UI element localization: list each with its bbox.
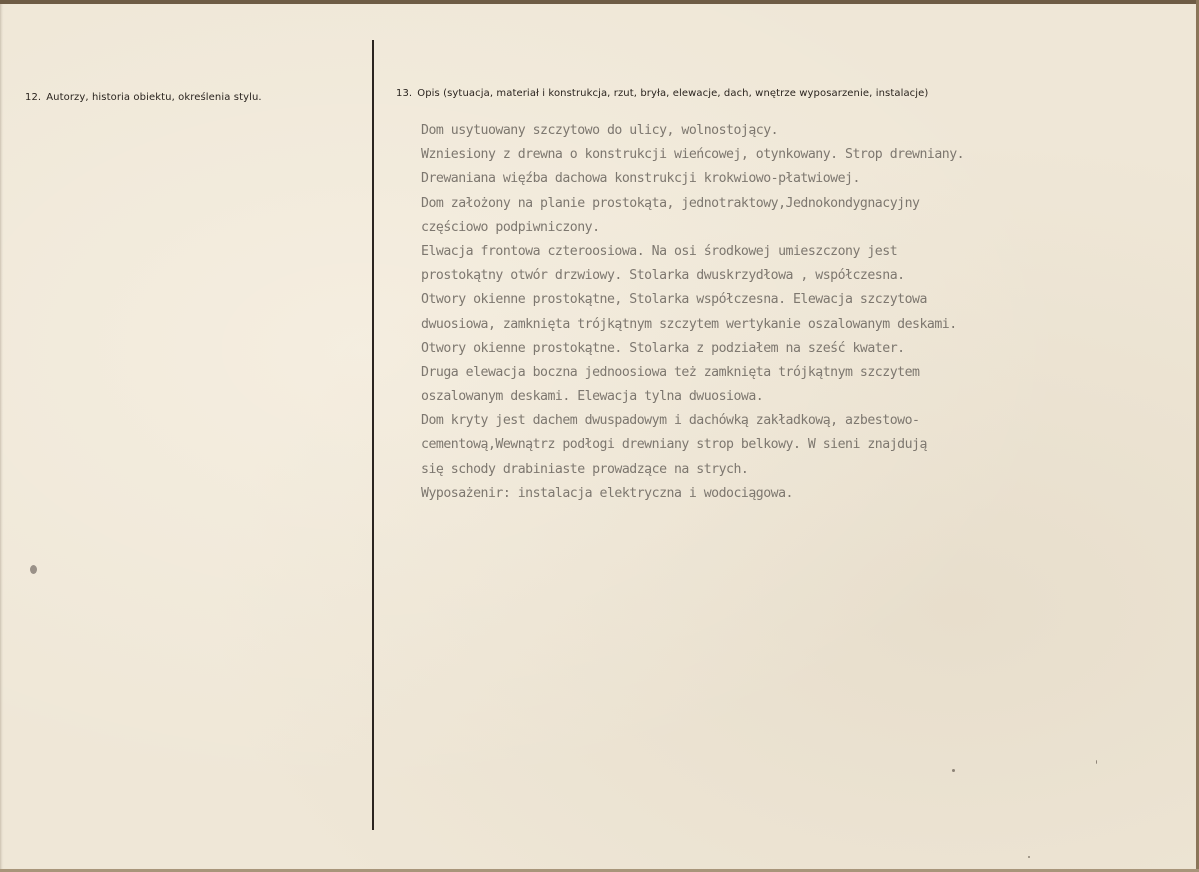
typed-line: Elwacja frontowa czteroosiowa. Na osi środkowej umieszczony jest (421, 243, 898, 259)
typed-line: Druga elewacja boczna jednoosiowa też zamknięta trójkątnym szczytem (421, 364, 920, 380)
field-13-heading (396, 88, 928, 99)
typed-line: Dom kryty jest dachem dwuspadowym i dachówką zakładkową, azbestowo- (421, 413, 920, 429)
paper-speck (1096, 760, 1097, 764)
typed-line: Drewaniana więźba dachowa konstrukcji krokwiowo-płatwiowej. (421, 171, 860, 187)
typed-line: Wyposażenir: instalacja elektryczna i wodociągowa. (421, 485, 793, 501)
typed-line: oszalowanym deskami. Elewacja tylna dwuosiowa. (421, 389, 764, 405)
typed-description (421, 119, 1181, 506)
typed-line: Dom usytuowany szczytowo do ulicy, wolnostojący. (421, 123, 779, 138)
field-13-label: Opis (sytuacja, materiał i konstrukcja, rzut, bryła, elewacje, dach, wnętrze wyposarzenie, instalacje) (417, 88, 929, 99)
column-divider-line (372, 40, 374, 830)
field-12-heading (25, 92, 262, 103)
paper-speck (952, 769, 955, 772)
typed-line: Otwory okienne prostokątne. Stolarka z podziałem na sześć kwater. (421, 340, 905, 356)
typed-line: Otwory okienne prostokątne, Stolarka współczesna. Elewacja szczytowa (421, 292, 927, 308)
typed-line: się schody drabiniaste prowadzące na strych. (421, 461, 749, 477)
typed-line: Wzniesiony z drewna o konstrukcji wieńcowej, otynkowany. Strop drewniany. (421, 147, 965, 163)
typed-line: Dom założony na planie prostokąta, jednotraktowy,Jednokondygnacyjny (421, 195, 920, 211)
field-12-label: Autorzy, historia obiektu, określenia stylu. (46, 92, 262, 103)
paper-speck (30, 565, 37, 574)
typed-line: częściowo podpiwniczony. (421, 219, 600, 235)
field-12-number: 12. (25, 92, 42, 103)
typed-line: dwuosiowa, zamknięta trójkątnym szczytem wertykanie oszalowanym deskami. (421, 316, 957, 332)
paper-speck (1028, 856, 1030, 858)
typed-line: cementową,Wewnątrz podłogi drewniany strop belkowy. W sieni znajdują (421, 437, 927, 453)
page-edge-top (0, 0, 1199, 4)
field-13-number: 13. (396, 88, 413, 99)
typed-line: prostokątny otwór drzwiowy. Stolarka dwuskrzydłowa , współczesna. (421, 268, 905, 284)
